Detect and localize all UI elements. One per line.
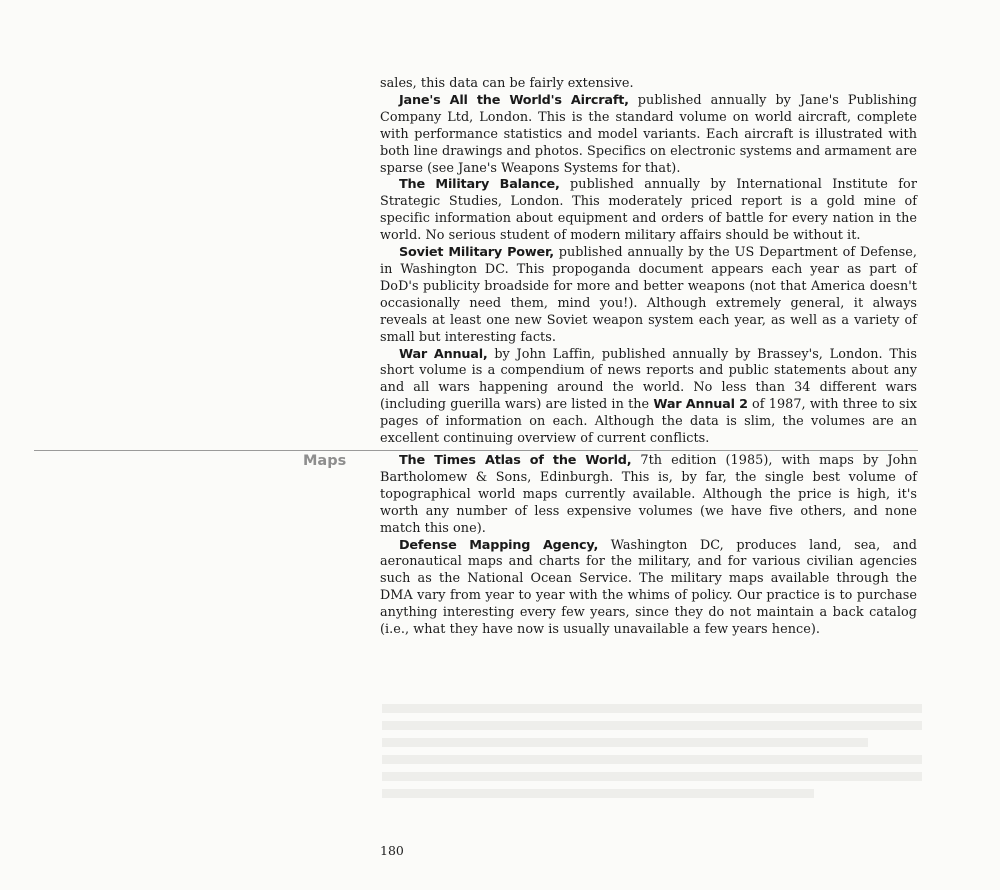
entry-body: 7th edition (1985), with maps by John Bartholomew & Sons, Edinburgh. This is, by far, the single best volume of topographical world maps currently available. Although the price is high, it's worth any number of less expensive volumes (we have five others, and none match this one). (380, 453, 917, 536)
entry-body-continued: of 1987, with three to six pages of information on each. Although the data is slim, the volumes are an excellent continuing overview of current conflicts. (380, 397, 917, 447)
entry-janes-aircraft (380, 93, 917, 178)
entry-title: The Times Atlas of the World, (399, 453, 632, 468)
entry-body: published annually by the US Department of Defense, in Washington DC. This propoganda document appears each year as part of DoD's publicity broadside for more and better weapons (not that America doesn't occasionally need them, mind you!). Although extremely general, it always reveals at least one new Soviet weapon system each year, as well as a variety of small but interesting facts. (380, 245, 917, 345)
entry-title: The Military Balance, (399, 177, 560, 193)
paragraph-body: sales, this data can be fairly extensive. (380, 76, 634, 91)
entry-war-annual (380, 347, 917, 448)
section-divider (34, 450, 918, 451)
continuation-paragraph (380, 76, 917, 93)
entry-body: published annually by International Institute for Strategic Studies, London. This moderately priced report is a gold mine of specific information about equipment and orders of battle for every nation in the world. No serious student of modern military affairs should be without it. (380, 177, 917, 244)
page-number: 180 (380, 843, 404, 858)
entry-military-balance (380, 177, 917, 245)
entry-title: Defense Mapping Agency, (399, 537, 599, 553)
bleed-through-text (382, 700, 922, 806)
entry-body: by John Laffin, published annually by Brassey's, London. This short volume is a compendium of news reports and public statements about any and all wars happening around the world. No less than 34 different wars (including guerilla wars) are listed in the (380, 346, 918, 413)
entry-title: War Annual, (399, 346, 488, 362)
entry-body: published annually by Jane's Publishing Company Ltd, London. This is the standard volume on world aircraft, complete with performance statistics and model variants. Each aircraft is illustrated with both line drawings and photos. Specifics on electronic systems and armament are sparse (see Jane's Weapons Systems for that). (380, 92, 917, 176)
entry-body: Washington DC, produces land, sea, and aeronautical maps and charts for the military, and for various civilian agencies such as the National Ocean Service. The military maps available through the DMA vary from year to year with the whims of policy. Our practice is to purchase anything interesting every few years, since they do not maintain a back catalog (i.e., what they have now is usually unavailable a few years hence). (380, 537, 917, 638)
section-heading-maps: Maps (303, 453, 347, 469)
inline-title: War Annual 2 (653, 397, 748, 413)
entry-times-atlas (380, 453, 917, 538)
references-text-top (380, 76, 917, 448)
entry-defense-mapping-agency (380, 538, 917, 639)
entry-title: Jane's All the World's Aircraft, (399, 92, 629, 108)
entry-title: Soviet Military Power, (399, 245, 554, 261)
entry-soviet-military-power (380, 245, 917, 346)
references-text-maps (380, 453, 917, 639)
